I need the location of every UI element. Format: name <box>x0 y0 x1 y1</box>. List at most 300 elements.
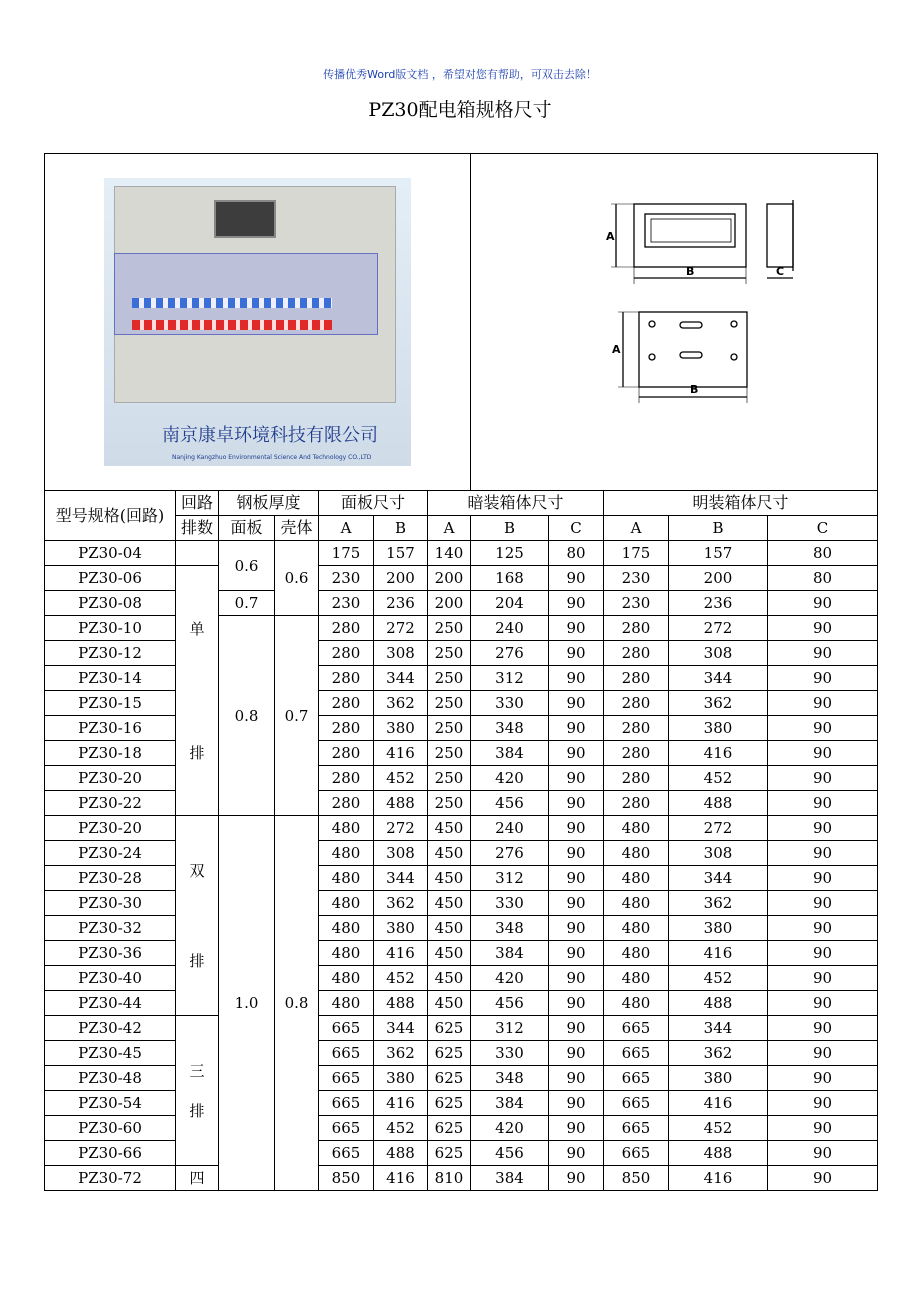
dimension-cell: 362 <box>669 891 768 916</box>
dimension-cell: 157 <box>669 541 768 566</box>
dimension-cell: 665 <box>604 1066 669 1091</box>
table-row <box>45 891 878 916</box>
dimension-cell: 280 <box>319 666 374 691</box>
table-row <box>45 691 878 716</box>
label-b-top: B <box>686 265 695 278</box>
dimension-cell: 625 <box>428 1066 471 1091</box>
dimension-cell: 272 <box>669 616 768 641</box>
dimension-cell: 344 <box>374 1016 428 1041</box>
dimension-cell: 90 <box>768 641 878 666</box>
dimension-cell: 90 <box>768 766 878 791</box>
dimension-cell: 90 <box>768 1066 878 1091</box>
dimension-cell: 90 <box>549 916 604 941</box>
row-group-cell <box>176 1016 219 1166</box>
dimension-cell: 312 <box>471 1016 549 1041</box>
dimension-cell: 280 <box>319 791 374 816</box>
table-row <box>45 766 878 791</box>
dimension-cell: 625 <box>428 1141 471 1166</box>
dimension-cell: 90 <box>549 841 604 866</box>
nameplate <box>214 200 276 238</box>
header-recessed-size: 暗装箱体尺寸 <box>428 491 604 516</box>
dimension-cell: 90 <box>768 591 878 616</box>
dimension-cell: 90 <box>768 1166 878 1191</box>
dimension-cell: 480 <box>604 966 669 991</box>
dimension-cell: 348 <box>471 716 549 741</box>
dimension-cell: 90 <box>549 941 604 966</box>
model-cell: PZ30-16 <box>45 716 176 741</box>
dimension-cell: 90 <box>768 816 878 841</box>
model-cell: PZ30-36 <box>45 941 176 966</box>
label-b-bottom: B <box>690 383 699 396</box>
dimension-cell: 200 <box>374 566 428 591</box>
table-row <box>45 666 878 691</box>
dimension-cell: 380 <box>374 916 428 941</box>
dimension-cell: 90 <box>768 1041 878 1066</box>
dimension-cell: 380 <box>374 716 428 741</box>
header-panel-a: A <box>319 516 374 541</box>
table-row <box>45 991 878 1016</box>
panel-thickness-cell: 0.8 <box>219 616 275 816</box>
dimension-cell: 90 <box>549 1041 604 1066</box>
dimension-cell: 90 <box>549 766 604 791</box>
dimension-cell: 348 <box>471 1066 549 1091</box>
dimension-cell: 90 <box>768 941 878 966</box>
header-panel-b: B <box>374 516 428 541</box>
panel-thickness-cell: 0.7 <box>219 591 275 616</box>
dimension-cell: 250 <box>428 691 471 716</box>
dimension-cell: 90 <box>768 991 878 1016</box>
dimension-cell: 90 <box>768 916 878 941</box>
dimension-cell: 230 <box>319 566 374 591</box>
dimension-cell: 90 <box>768 1091 878 1116</box>
dimension-cell: 480 <box>319 916 374 941</box>
dimension-cell: 665 <box>604 1091 669 1116</box>
model-cell: PZ30-54 <box>45 1091 176 1116</box>
dimension-cell: 344 <box>669 666 768 691</box>
dimension-cell: 312 <box>471 866 549 891</box>
model-cell: PZ30-06 <box>45 566 176 591</box>
dimension-cell: 80 <box>768 566 878 591</box>
dimension-cell: 416 <box>374 1091 428 1116</box>
dimension-cell: 665 <box>604 1041 669 1066</box>
dimension-cell: 488 <box>669 791 768 816</box>
dimension-cell: 330 <box>471 691 549 716</box>
dimension-cell: 90 <box>768 791 878 816</box>
dimension-cell: 280 <box>319 716 374 741</box>
dimension-cell: 450 <box>428 991 471 1016</box>
spec-table <box>44 153 878 1191</box>
dimension-cell: 625 <box>428 1091 471 1116</box>
dimension-cell: 308 <box>374 641 428 666</box>
header-surface-a: A <box>604 516 669 541</box>
dimension-cell: 250 <box>428 616 471 641</box>
header-rows-bottom: 排数 <box>176 516 219 541</box>
table-row <box>45 1116 878 1141</box>
dimension-cell: 90 <box>549 891 604 916</box>
dimension-cell: 90 <box>549 1116 604 1141</box>
dimension-cell: 452 <box>374 766 428 791</box>
dimension-cell: 456 <box>471 991 549 1016</box>
dimension-cell: 90 <box>549 691 604 716</box>
dimension-cell: 90 <box>549 816 604 841</box>
dimension-cell: 480 <box>604 941 669 966</box>
dimension-cell: 250 <box>428 716 471 741</box>
model-cell: PZ30-15 <box>45 691 176 716</box>
model-cell: PZ30-20 <box>45 816 176 841</box>
dimension-cell: 250 <box>428 741 471 766</box>
dimension-cell: 362 <box>374 1041 428 1066</box>
dimension-cell: 90 <box>549 966 604 991</box>
table-row <box>45 1041 878 1066</box>
table-row <box>45 591 878 616</box>
header-recessed-a: A <box>428 516 471 541</box>
dimension-cell: 452 <box>374 966 428 991</box>
shell-thickness-cell: 0.8 <box>275 816 319 1191</box>
dimension-cell: 488 <box>374 1141 428 1166</box>
dimension-cell: 344 <box>669 866 768 891</box>
shell-thickness-cell: 0.6 <box>275 541 319 616</box>
table-row <box>45 1066 878 1091</box>
dimension-cell: 90 <box>768 741 878 766</box>
dimension-cell: 250 <box>428 666 471 691</box>
header-shell-thickness: 壳体 <box>275 516 319 541</box>
dimension-cell: 90 <box>768 1141 878 1166</box>
model-cell: PZ30-48 <box>45 1066 176 1091</box>
model-cell: PZ30-08 <box>45 591 176 616</box>
dimension-cell: 276 <box>471 841 549 866</box>
dimension-cell: 348 <box>471 916 549 941</box>
model-cell: PZ30-10 <box>45 616 176 641</box>
dimension-cell: 90 <box>768 716 878 741</box>
dimension-cell: 416 <box>669 1166 768 1191</box>
model-cell: PZ30-72 <box>45 1166 176 1191</box>
dimension-cell: 362 <box>374 891 428 916</box>
dimension-cell: 665 <box>319 1066 374 1091</box>
dimension-cell: 230 <box>604 566 669 591</box>
model-cell: PZ30-04 <box>45 541 176 566</box>
dimension-cell: 272 <box>669 816 768 841</box>
dimension-cell: 450 <box>428 916 471 941</box>
dimension-cell: 452 <box>669 766 768 791</box>
dimension-cell: 362 <box>669 691 768 716</box>
model-cell: PZ30-12 <box>45 641 176 666</box>
dimension-cell: 480 <box>604 816 669 841</box>
table-row <box>45 966 878 991</box>
dimension-cell: 250 <box>428 766 471 791</box>
dimension-cell: 480 <box>319 966 374 991</box>
dimension-cell: 384 <box>471 741 549 766</box>
model-cell: PZ30-44 <box>45 991 176 1016</box>
dimension-cell: 80 <box>549 541 604 566</box>
dimension-cell: 90 <box>549 1066 604 1091</box>
dimension-cell: 665 <box>319 1091 374 1116</box>
label-c: C <box>776 265 785 278</box>
dimension-cell: 280 <box>319 616 374 641</box>
dimension-cell: 90 <box>549 641 604 666</box>
table-row <box>45 566 878 591</box>
dimension-cell: 450 <box>428 841 471 866</box>
row-group-label: 排 <box>189 1101 205 1120</box>
dimension-cell: 276 <box>471 641 549 666</box>
dimension-cell: 665 <box>319 1141 374 1166</box>
dimension-cell: 344 <box>374 866 428 891</box>
dimension-cell: 452 <box>669 966 768 991</box>
dimension-cell: 272 <box>374 816 428 841</box>
model-cell: PZ30-28 <box>45 866 176 891</box>
dimension-cell: 140 <box>428 541 471 566</box>
table-row <box>45 616 878 641</box>
dimension-cell: 625 <box>428 1016 471 1041</box>
dimension-cell: 850 <box>319 1166 374 1191</box>
dimension-cell: 665 <box>319 1116 374 1141</box>
dimension-cell: 480 <box>604 991 669 1016</box>
dimension-cell: 280 <box>604 741 669 766</box>
dimension-cell: 90 <box>768 1016 878 1041</box>
table-row <box>45 916 878 941</box>
dimension-cell: 665 <box>604 1016 669 1041</box>
dimension-cell: 665 <box>319 1041 374 1066</box>
dimension-cell: 280 <box>604 666 669 691</box>
model-cell: PZ30-20 <box>45 766 176 791</box>
dimension-diagram-cell <box>471 154 878 491</box>
dimension-cell: 308 <box>669 841 768 866</box>
dimension-cell: 480 <box>319 991 374 1016</box>
label-a-top: A <box>606 230 615 243</box>
dimension-cell: 380 <box>669 716 768 741</box>
dimension-cell: 280 <box>319 641 374 666</box>
table-row <box>45 941 878 966</box>
dimension-cell: 125 <box>471 541 549 566</box>
row-group-label: 排 <box>189 951 205 970</box>
header-panel-size: 面板尺寸 <box>319 491 428 516</box>
model-cell: PZ30-14 <box>45 666 176 691</box>
dimension-cell: 480 <box>604 916 669 941</box>
dimension-cell: 416 <box>669 741 768 766</box>
dimension-cell: 420 <box>471 1116 549 1141</box>
dimension-cell: 90 <box>549 566 604 591</box>
dimension-cell: 480 <box>319 866 374 891</box>
dimension-cell: 90 <box>768 616 878 641</box>
dimension-cell: 90 <box>549 591 604 616</box>
dimension-cell: 200 <box>428 591 471 616</box>
dimension-cell: 416 <box>669 941 768 966</box>
dimension-cell: 625 <box>428 1041 471 1066</box>
table-row <box>45 791 878 816</box>
model-cell: PZ30-42 <box>45 1016 176 1041</box>
table-row <box>45 1166 878 1191</box>
page-title: PZ30配电箱规格尺寸 <box>368 99 552 121</box>
dimension-cell: 90 <box>768 866 878 891</box>
dimension-cell: 450 <box>428 816 471 841</box>
dimension-cell: 450 <box>428 866 471 891</box>
table-row <box>45 841 878 866</box>
dimension-cell: 308 <box>374 841 428 866</box>
dimension-cell: 450 <box>428 966 471 991</box>
dimension-cell: 280 <box>604 641 669 666</box>
dimension-cell: 344 <box>669 1016 768 1041</box>
dimension-cell: 236 <box>374 591 428 616</box>
page-header-note: 传播优秀Word版文档 ，希望对您有帮助，可双击去除！ <box>323 68 597 81</box>
dimension-cell: 312 <box>471 666 549 691</box>
dimension-cell: 280 <box>319 691 374 716</box>
model-cell: PZ30-32 <box>45 916 176 941</box>
dimension-cell: 90 <box>549 1141 604 1166</box>
dimension-cell: 384 <box>471 941 549 966</box>
dimension-cell: 157 <box>374 541 428 566</box>
row-group-label: 四 <box>189 1169 205 1187</box>
table-row <box>45 866 878 891</box>
dimension-cell: 452 <box>669 1116 768 1141</box>
dimension-cell: 200 <box>428 566 471 591</box>
header-steel-thickness: 钢板厚度 <box>219 491 319 516</box>
dimension-cell: 810 <box>428 1166 471 1191</box>
table-row <box>45 741 878 766</box>
dimension-cell: 90 <box>549 1016 604 1041</box>
dimension-cell: 488 <box>374 791 428 816</box>
model-cell: PZ30-60 <box>45 1116 176 1141</box>
dimension-cell: 384 <box>471 1166 549 1191</box>
row-group-label: 双 <box>189 861 205 880</box>
dimension-cell: 456 <box>471 791 549 816</box>
dimension-cell: 90 <box>768 691 878 716</box>
dimension-cell: 480 <box>604 891 669 916</box>
dimension-cell: 480 <box>319 816 374 841</box>
dimension-diagram <box>471 154 920 490</box>
dimension-cell: 200 <box>669 566 768 591</box>
dimension-cell: 175 <box>604 541 669 566</box>
dimension-cell: 488 <box>374 991 428 1016</box>
panel-thickness-cell: 1.0 <box>219 816 275 1191</box>
dimension-cell: 90 <box>549 1166 604 1191</box>
dimension-cell: 362 <box>374 691 428 716</box>
model-cell: PZ30-40 <box>45 966 176 991</box>
model-cell: PZ30-18 <box>45 741 176 766</box>
dimension-cell: 362 <box>669 1041 768 1066</box>
panel-thickness-cell: 0.6 <box>219 541 275 591</box>
dimension-cell: 420 <box>471 766 549 791</box>
header-model: 型号规格(回路) <box>45 491 176 541</box>
header-surface-b: B <box>669 516 768 541</box>
dimension-cell: 330 <box>471 891 549 916</box>
dimension-cell: 90 <box>768 966 878 991</box>
dimension-cell: 450 <box>428 891 471 916</box>
table-row <box>45 1141 878 1166</box>
dimension-cell: 90 <box>549 991 604 1016</box>
dimension-cell: 480 <box>319 891 374 916</box>
row-group-cell <box>176 1166 219 1191</box>
dimension-cell: 330 <box>471 1041 549 1066</box>
dimension-cell: 90 <box>768 666 878 691</box>
header-surface-size: 明装箱体尺寸 <box>604 491 878 516</box>
dimension-cell: 416 <box>669 1091 768 1116</box>
shell-thickness-cell: 0.7 <box>275 616 319 816</box>
dimension-cell: 450 <box>428 941 471 966</box>
dimension-cell: 280 <box>319 766 374 791</box>
model-cell: PZ30-66 <box>45 1141 176 1166</box>
dimension-cell: 480 <box>604 866 669 891</box>
dimension-cell: 280 <box>604 616 669 641</box>
product-photo <box>104 178 411 466</box>
dimension-cell: 480 <box>319 941 374 966</box>
table-row <box>45 541 878 566</box>
dimension-cell: 90 <box>549 791 604 816</box>
dimension-cell: 488 <box>669 1141 768 1166</box>
dimension-cell: 420 <box>471 966 549 991</box>
company-name: 南京康卓环境科技有限公司 <box>162 425 378 446</box>
dimension-cell: 280 <box>604 766 669 791</box>
dimension-cell: 344 <box>374 666 428 691</box>
dimension-cell: 665 <box>604 1116 669 1141</box>
dimension-cell: 488 <box>669 991 768 1016</box>
row-group-cell <box>176 816 219 1016</box>
company-name-en: Nanjing Kangzhuo Environmental Science And Technology CO.,LTD <box>172 454 372 461</box>
dimension-cell: 280 <box>604 716 669 741</box>
dimension-cell: 250 <box>428 791 471 816</box>
model-cell: PZ30-24 <box>45 841 176 866</box>
dimension-cell: 236 <box>669 591 768 616</box>
dimension-cell: 90 <box>549 616 604 641</box>
dimension-cell: 90 <box>549 741 604 766</box>
row-group-label: 三 <box>189 1061 205 1080</box>
dimension-cell: 240 <box>471 616 549 641</box>
dimension-cell: 230 <box>604 591 669 616</box>
dimension-cell: 665 <box>604 1141 669 1166</box>
dimension-cell: 204 <box>471 591 549 616</box>
dimension-cell: 80 <box>768 541 878 566</box>
dimension-cell: 90 <box>768 1116 878 1141</box>
table-row <box>45 1091 878 1116</box>
table-row <box>45 816 878 841</box>
dimension-cell: 90 <box>768 891 878 916</box>
dimension-cell: 90 <box>549 1091 604 1116</box>
dimension-cell: 240 <box>471 816 549 841</box>
table-row <box>45 641 878 666</box>
dimension-cell: 480 <box>604 841 669 866</box>
dimension-cell: 175 <box>319 541 374 566</box>
header-panel-thickness: 面板 <box>219 516 275 541</box>
table-row <box>45 1016 878 1041</box>
dimension-cell: 168 <box>471 566 549 591</box>
dimension-cell: 380 <box>669 1066 768 1091</box>
dimension-cell: 308 <box>669 641 768 666</box>
model-cell: PZ30-45 <box>45 1041 176 1066</box>
dimension-cell: 416 <box>374 1166 428 1191</box>
dimension-cell: 272 <box>374 616 428 641</box>
dimension-cell: 90 <box>549 866 604 891</box>
dimension-cell: 90 <box>768 841 878 866</box>
model-cell: PZ30-30 <box>45 891 176 916</box>
dimension-cell: 416 <box>374 941 428 966</box>
label-a-bottom: A <box>612 343 621 356</box>
dimension-cell: 230 <box>319 591 374 616</box>
dimension-cell: 452 <box>374 1116 428 1141</box>
dimension-cell: 625 <box>428 1116 471 1141</box>
dimension-cell: 250 <box>428 641 471 666</box>
header-recessed-c: C <box>549 516 604 541</box>
row-group-label: 排 <box>189 743 205 762</box>
dimension-cell: 280 <box>604 691 669 716</box>
product-photo-cell <box>45 154 471 491</box>
table-row <box>45 716 878 741</box>
header-surface-c: C <box>768 516 878 541</box>
dimension-cell: 380 <box>669 916 768 941</box>
dimension-cell: 850 <box>604 1166 669 1191</box>
dimension-cell: 665 <box>319 1016 374 1041</box>
dimension-cell: 416 <box>374 741 428 766</box>
dimension-cell: 384 <box>471 1091 549 1116</box>
dimension-cell: 480 <box>319 841 374 866</box>
dimension-cell: 280 <box>319 741 374 766</box>
